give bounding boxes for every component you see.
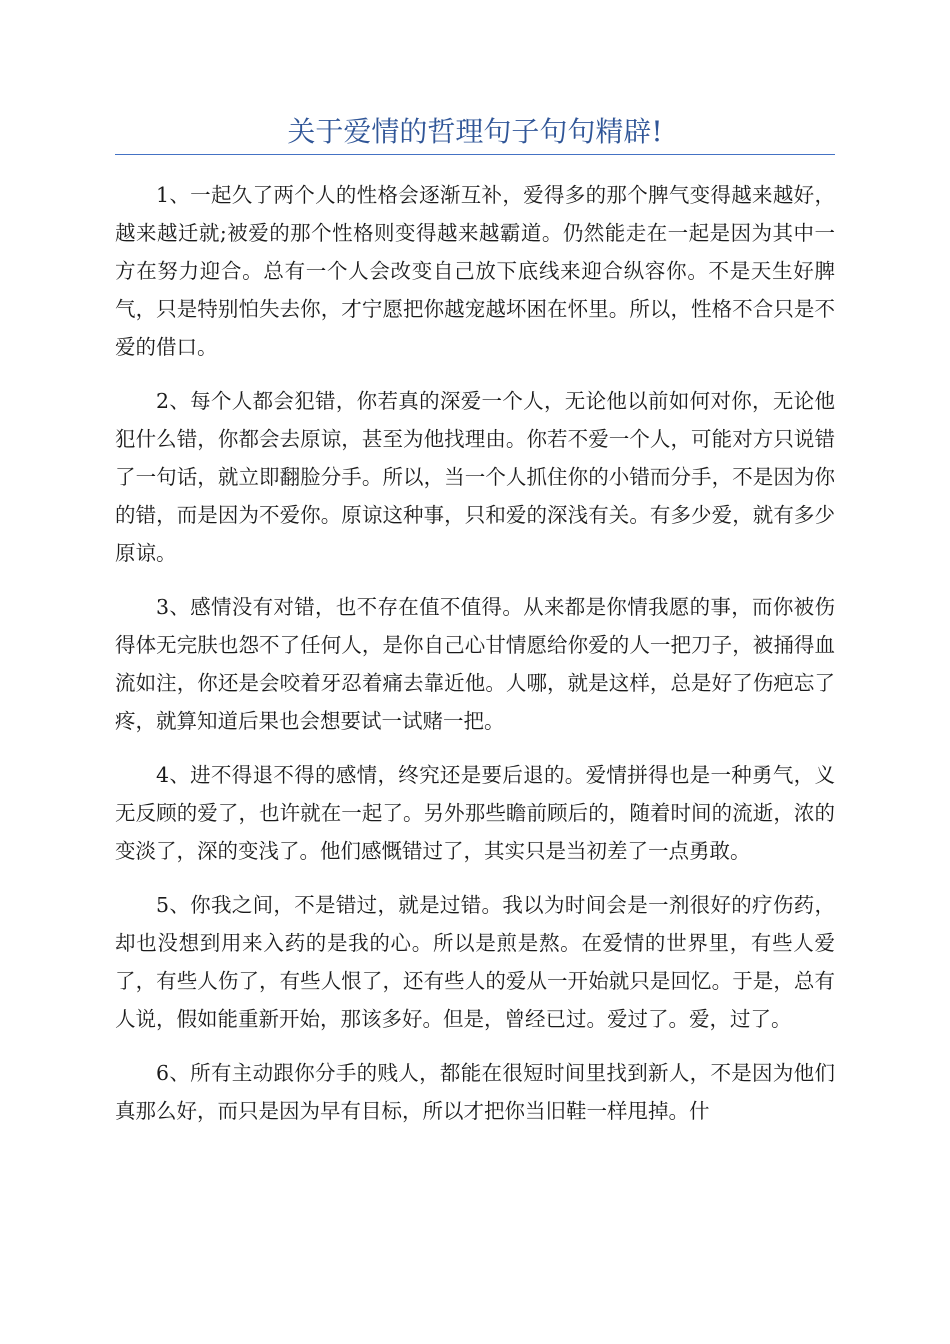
paragraph-1: 1、一起久了两个人的性格会逐渐互补，爱得多的那个脾气变得越来越好，越来越迁就;被爱的那个性格则变得越来越霸道。仍然能走在一起是因为其中一方在努力迎合。总有一个人会改变自己放下底线来迎合纵容你。不是天生好脾气，只是特别怕失去你，才宁愿把你越宠越坏困在怀里。所以，性格不合只是不爱的借口。 <box>115 183 835 359</box>
title-underline-divider <box>115 154 835 155</box>
paragraph-3: 3、感情没有对错，也不存在值不值得。从来都是你情我愿的事，而你被伤得体无完肤也怨不了任何人，是你自己心甘情愿给你爱的人一把刀子，被捅得血流如注，你还是会咬着牙忍着痛去靠近他。人哪，就是这样，总是好了伤疤忘了疼，就算知道后果也会想要试一试赌一把。 <box>115 595 835 733</box>
paragraph-4: 4、进不得退不得的感情，终究还是要后退的。爱情拼得也是一种勇气，义无反顾的爱了，也许就在一起了。另外那些瞻前顾后的，随着时间的流逝，浓的变淡了，深的变浅了。他们感慨错过了，其实只是当初差了一点勇敢。 <box>115 763 835 863</box>
paragraph-6: 6、所有主动跟你分手的贱人，都能在很短时间里找到新人，不是因为他们真那么好，而只是因为早有目标，所以才把你当旧鞋一样甩掉。什 <box>115 1061 835 1123</box>
paragraph-5: 5、你我之间，不是错过，就是过错。我以为时间会是一剂很好的疗伤药，却也没想到用来入药的是我的心。所以是煎是熬。在爱情的世界里，有些人爱了，有些人伤了，有些人恨了，还有些人的爱从一开始就只是回忆。于是，总有人说，假如能重新开始，那该多好。但是，曾经已过。爱过了。爱，过了。 <box>115 893 835 1031</box>
document-body <box>115 176 835 1146</box>
paragraph-2: 2、每个人都会犯错，你若真的深爱一个人，无论他以前如何对你，无论他犯什么错，你都会去原谅，甚至为他找理由。你若不爱一个人，可能对方只说错了一句话，就立即翻脸分手。所以，当一个人抓住你的小错而分手，不是因为你的错，而是因为不爱你。原谅这种事，只和爱的深浅有关。有多少爱，就有多少原谅。 <box>115 389 835 565</box>
document-title: 关于爱情的哲理句子句句精辟! <box>287 115 663 148</box>
